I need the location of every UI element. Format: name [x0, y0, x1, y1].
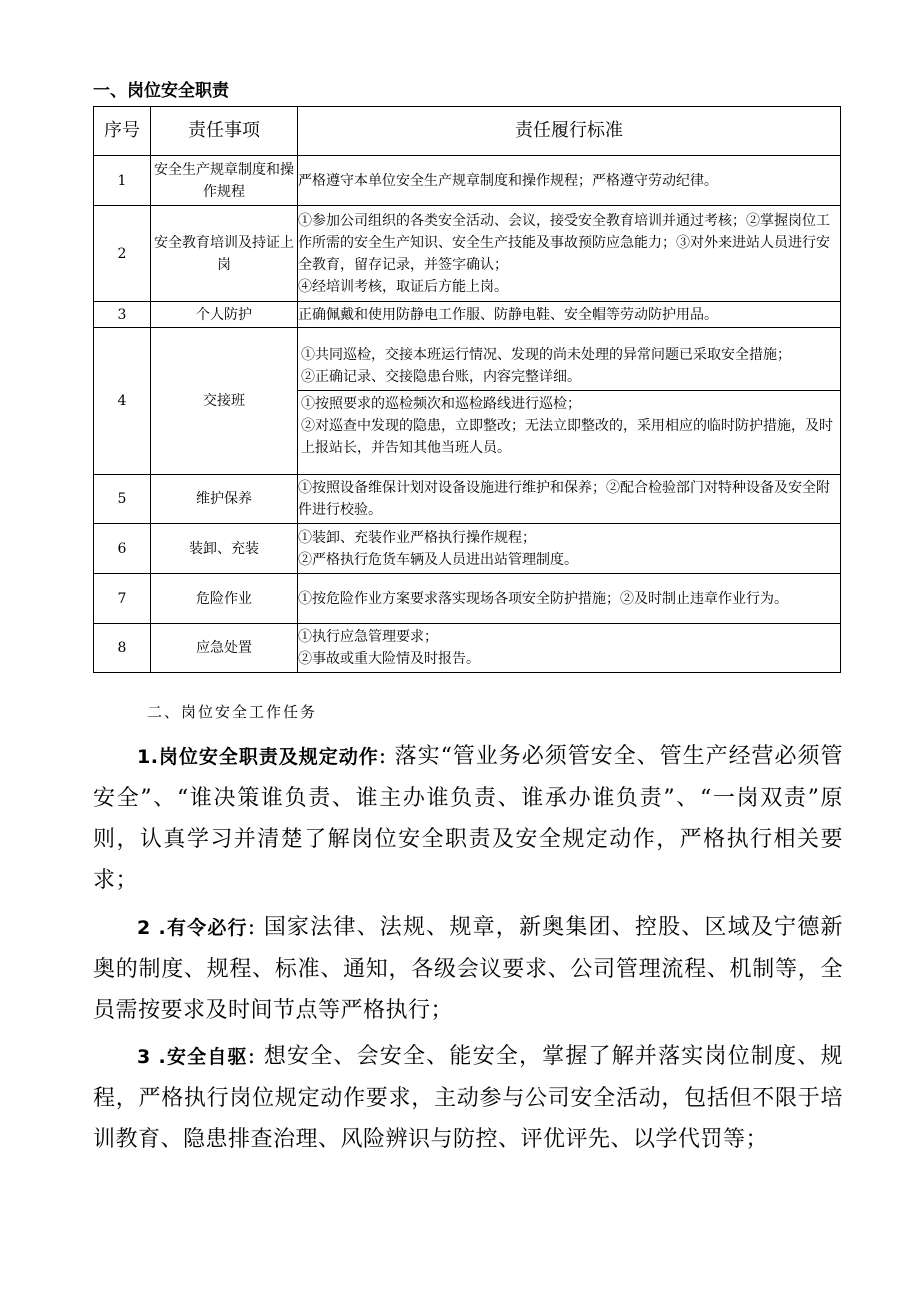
- task-text: : 落实“管业务必须管安全、管生产经营必须管安全”、“谁决策谁负责、谁主办谁负责、谁承办谁负责”、“一岗双责”原则，认真学习并清楚了解岗位安全职责及安全规定动作，严格执行相关要求；: [93, 744, 843, 893]
- standard-line: ①装卸、充装作业严格执行操作规程；: [298, 529, 536, 546]
- row-standard: [298, 624, 841, 673]
- standard-line: ②事故或重大险情及时报告。: [298, 651, 480, 667]
- task-lead: 1.岗位安全职责及规定动作: [137, 746, 379, 768]
- row-no: 5: [94, 475, 151, 524]
- table-row: [94, 206, 841, 302]
- standard-line: ①按照要求的巡检频次和巡检路线进行巡检；: [301, 395, 581, 412]
- row-item: 维护保养: [151, 475, 298, 524]
- header-standard: 责任履行标准: [298, 107, 841, 156]
- row-item: 应急处置: [151, 624, 298, 673]
- task-text: : 国家法律、法规、规章，新奥集团、控股、区域及宁德新奥的制度、规程、标准、通知，各级会议要求、公司管理流程、机制等，全员需按要求及时间节点等严格执行；: [93, 915, 843, 1023]
- standard-line: ④经培训考核，取证后方能上岗。: [298, 278, 508, 295]
- row-no: 2: [94, 206, 151, 302]
- standard-line: ①执行应急管理要求；: [298, 629, 438, 645]
- row-standard: ①按危险作业方案要求落实现场各项安全防护措施；②及时制止违章作业行为。: [298, 574, 841, 624]
- table-header-row: [94, 107, 841, 156]
- row-standard: [298, 524, 841, 574]
- row-item: 个人防护: [151, 302, 298, 328]
- row-no: 7: [94, 574, 151, 624]
- header-no: 序号: [94, 107, 151, 156]
- section-title-tasks: 二、岗位安全工作任务: [147, 703, 318, 721]
- standard-line: ①共同巡检，交接本班运行情况、发现的尚未处理的异常问题已采取安全措施；: [301, 346, 791, 363]
- task-paragraph-3: [93, 1036, 843, 1160]
- section-title-duties: 一、岗位安全职责: [93, 81, 229, 101]
- standard-line: ②对巡查中发现的隐患，立即整改；无法立即整改的，采用相应的临时防护措施，及时上报站长，并告知其他当班人员。: [301, 417, 833, 456]
- standard-line: ②正确记录、交接隐患台账，内容完整详细。: [301, 368, 581, 385]
- table-row: [94, 574, 841, 624]
- standard-block-a: [298, 342, 840, 391]
- standard-block-b: [298, 391, 840, 461]
- table-row: [94, 328, 841, 475]
- task-lead: 3 .安全自驱: [137, 1046, 248, 1068]
- row-item: 安全生产规章制度和操作规程: [151, 156, 298, 206]
- row-no: 8: [94, 624, 151, 673]
- row-no: 1: [94, 156, 151, 206]
- row-no: 4: [94, 328, 151, 475]
- table-row: [94, 302, 841, 328]
- standard-line: ②严格执行危货车辆及人员进出站管理制度。: [298, 551, 578, 568]
- table-row: [94, 524, 841, 574]
- row-item: 装卸、充装: [151, 524, 298, 574]
- row-item: 交接班: [151, 328, 298, 475]
- task-paragraph-1: [93, 736, 843, 901]
- task-paragraph-2: [93, 907, 843, 1031]
- row-item: 安全教育培训及持证上岗: [151, 206, 298, 302]
- row-no: 3: [94, 302, 151, 328]
- row-item: 危险作业: [151, 574, 298, 624]
- table-row: [94, 156, 841, 206]
- row-standard: [298, 328, 841, 475]
- header-item: 责任事项: [151, 107, 298, 156]
- table-row: [94, 624, 841, 673]
- row-standard: ①按照设备维保计划对设备设施进行维护和保养；②配合检验部门对特种设备及安全附件进行校验。: [298, 475, 841, 524]
- duty-table: [93, 106, 841, 673]
- standard-line: ①参加公司组织的各类安全活动、会议，接受安全教育培训并通过考核；②掌握岗位工作所需的安全生产知识、安全生产技能及事故预防应急能力；③对外来进站人员进行安全教育，留存记录，并签字确认；: [298, 212, 830, 273]
- task-text: : 想安全、会安全、能安全，掌握了解并落实岗位制度、规程，严格执行岗位规定动作要求，主动参与公司安全活动，包括但不限于培训教育、隐患排查治理、风险辨识与防控、评优评先、以学代罚等；: [93, 1044, 843, 1152]
- row-no: 6: [94, 524, 151, 574]
- row-standard: 严格遵守本单位安全生产规章制度和操作规程；严格遵守劳动纪律。: [298, 156, 841, 206]
- table-row: [94, 475, 841, 524]
- row-standard: 正确佩戴和使用防静电工作服、防静电鞋、安全帽等劳动防护用品。: [298, 302, 841, 328]
- row-standard: [298, 206, 841, 302]
- task-lead: 2 .有令必行: [137, 917, 248, 939]
